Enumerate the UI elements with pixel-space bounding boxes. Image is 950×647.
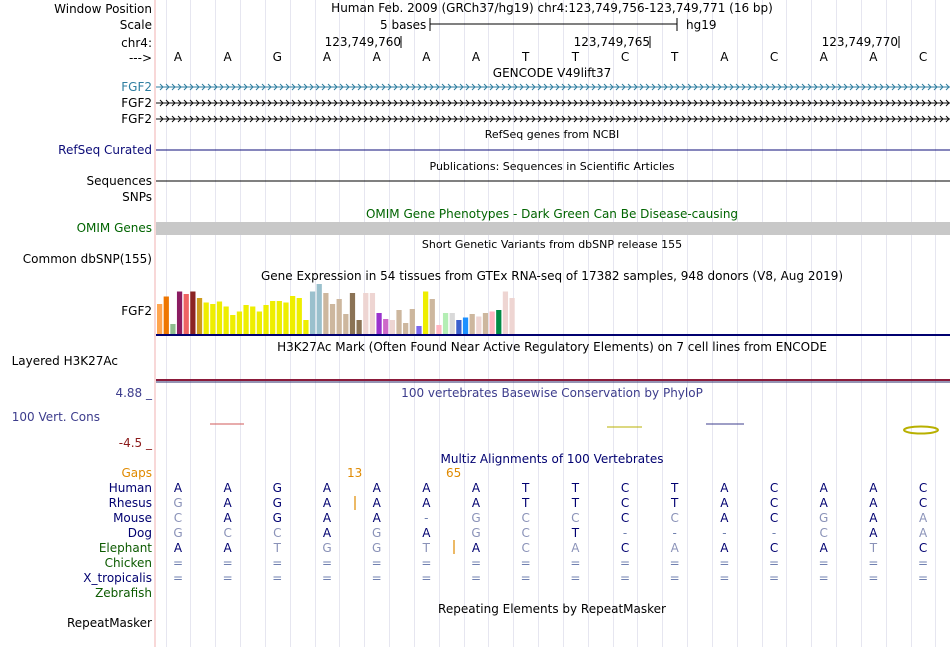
species-label-mouse[interactable]: Mouse: [113, 511, 152, 525]
chrom-label: chr4:: [121, 36, 152, 50]
alignment-base: -: [722, 526, 727, 540]
alignment-base: C: [571, 511, 580, 525]
alignment-base: C: [620, 541, 630, 555]
alignment-base: A: [173, 481, 183, 495]
alignment-base: A: [173, 541, 183, 555]
gtex-tissue-bar: [450, 313, 455, 334]
gencode-gene-label-3[interactable]: FGF2: [121, 112, 152, 126]
alignment-base: A: [571, 541, 580, 555]
alignment-base: C: [223, 526, 232, 540]
alignment-base: =: [272, 571, 283, 585]
alignment-base: T: [522, 496, 530, 510]
h3k27ac-track-title[interactable]: H3K27Ac Mark (Often Found Near Active Regulatory Elements) on 7 cell lines from ENCODE: [277, 340, 827, 354]
alignment-base: A: [322, 511, 332, 525]
gtex-tissue-bar: [370, 293, 375, 334]
alignment-base: A: [819, 481, 828, 495]
alignment-base: C: [273, 526, 282, 540]
alignment-base: A: [372, 496, 381, 510]
refseq-track-title[interactable]: RefSeq genes from NCBI: [484, 128, 620, 141]
alignment-base: C: [173, 511, 183, 525]
ruler-tick-label-3: 123,749,770: [821, 35, 898, 49]
alignment-base: =: [719, 556, 730, 570]
gtex-tissue-bar: [204, 303, 209, 335]
alignment-base: A: [720, 496, 729, 510]
gtex-tissue-bar: [250, 307, 255, 335]
alignment-base: G: [272, 496, 282, 510]
gtex-tissue-bar: [436, 325, 441, 334]
species-label-elephant[interactable]: Elephant: [98, 541, 152, 555]
alignment-base: A: [422, 526, 431, 540]
alignment-base: -: [424, 511, 429, 525]
gtex-tissue-bar: [310, 292, 315, 335]
reference-base: T: [522, 50, 530, 64]
gtex-tissue-bar: [224, 307, 229, 335]
alignment-base: =: [272, 556, 283, 570]
repeatmasker-track-label[interactable]: RepeatMasker: [66, 616, 152, 630]
gencode-gene-label-1[interactable]: FGF2: [121, 80, 152, 94]
refseq-track-label[interactable]: RefSeq Curated: [58, 143, 152, 157]
phylop-min-label: -4.5 _: [118, 436, 152, 450]
gtex-tissue-bar: [463, 318, 468, 335]
gap-count-2: 65: [446, 466, 462, 480]
gencode-track-title[interactable]: GENCODE V49lift37: [492, 66, 612, 80]
alignment-base: A: [720, 481, 729, 495]
alignment-base: T: [571, 481, 580, 495]
reference-base: T: [671, 50, 679, 64]
alignment-base: A: [918, 526, 928, 540]
alignment-base: A: [471, 481, 481, 495]
alignment-base: A: [869, 526, 878, 540]
gtex-tissue-bar: [416, 326, 421, 334]
alignment-base: C: [769, 511, 779, 525]
alignment-base: T: [571, 526, 580, 540]
gtex-tissue-bar: [350, 293, 355, 334]
alignment-base: -: [771, 526, 777, 540]
alignment-base: =: [619, 571, 631, 585]
alignment-base: A: [372, 511, 381, 525]
reference-base: A: [372, 50, 381, 64]
alignment-base: A: [471, 496, 481, 510]
phylop-track-label[interactable]: 100 Vert. Cons: [11, 410, 100, 424]
gtex-tissue-bar: [509, 298, 514, 334]
alignment-base: =: [321, 571, 333, 585]
gtex-tissue-bar: [383, 319, 388, 334]
reference-base: G: [272, 50, 282, 64]
reference-base: A: [223, 50, 232, 64]
alignment-base: =: [818, 571, 829, 585]
species-label-rhesus[interactable]: Rhesus: [108, 496, 152, 510]
alignment-base: =: [918, 556, 929, 570]
assembly-position-text: Human Feb. 2009 (GRCh37/hg19) chr4:123,749,756-123,749,771 (16 bp): [331, 1, 773, 15]
snps-track-label[interactable]: SNPs: [122, 190, 152, 204]
reference-base: A: [819, 50, 828, 64]
gtex-tissue-bar: [430, 299, 435, 334]
species-label-x_tropicalis[interactable]: X_tropicalis: [83, 571, 152, 585]
alignment-base: A: [720, 511, 729, 525]
gtex-tissue-bar: [157, 304, 162, 334]
gtex-tissue-bar: [237, 312, 242, 335]
gtex-tissue-bar: [410, 309, 415, 334]
gtex-track-title[interactable]: Gene Expression in 54 tissues from GTEx RNA-seq of 17382 samples, 948 donors (V8, Aug 2019): [260, 269, 844, 283]
alignment-base: T: [522, 481, 530, 495]
alignment-base: G: [819, 511, 829, 525]
omim-track-label[interactable]: OMIM Genes: [76, 221, 152, 235]
alignment-base: G: [471, 526, 481, 540]
scale-bar-db: hg19: [686, 18, 717, 32]
alignment-base: =: [769, 556, 780, 570]
phylop-cluster-mark: [904, 427, 938, 434]
alignment-base: C: [769, 541, 779, 555]
omim-gene-bar: [156, 222, 950, 235]
alignment-base: A: [322, 481, 332, 495]
gtex-tissue-bar: [390, 320, 395, 334]
alignment-base: A: [819, 541, 828, 555]
phylop-track-title[interactable]: 100 vertebrates Basewise Conservation by PhyloP: [401, 386, 703, 400]
gtex-tissue-bar: [303, 320, 308, 334]
gtex-tissue-bar: [230, 315, 235, 334]
gtex-tissue-bar: [330, 304, 335, 334]
alignment-base: G: [372, 541, 382, 555]
alignment-base: G: [322, 541, 332, 555]
gtex-tissue-bar: [470, 314, 475, 334]
gtex-tissue-bar: [476, 317, 481, 335]
alignment-base: =: [222, 571, 233, 585]
gaps-label: Gaps: [121, 466, 152, 480]
reference-base: A: [471, 50, 481, 64]
alignment-base: A: [471, 541, 481, 555]
alignment-base: =: [520, 556, 531, 570]
alignment-base: =: [470, 556, 482, 570]
alignment-base: A: [422, 496, 431, 510]
alignment-base: =: [570, 571, 581, 585]
alignment-base: C: [918, 541, 928, 555]
gtex-tissue-bar: [290, 296, 295, 334]
alignment-base: =: [669, 571, 680, 585]
alignment-base: C: [620, 496, 630, 510]
gtex-tissue-bar: [323, 293, 328, 334]
alignment-base: A: [223, 541, 232, 555]
alignment-base: =: [918, 571, 929, 585]
alignment-base: A: [819, 496, 828, 510]
repeatmasker-track-title[interactable]: Repeating Elements by RepeatMasker: [438, 602, 666, 616]
gtex-tissue-bar: [210, 304, 215, 334]
alignment-base: G: [173, 496, 183, 510]
dbsnp-track-label[interactable]: Common dbSNP(155): [22, 252, 152, 266]
reference-base: A: [422, 50, 431, 64]
alignment-base: =: [619, 556, 631, 570]
alignment-base: =: [470, 571, 482, 585]
alignment-base: A: [670, 541, 679, 555]
alignment-base: G: [272, 511, 282, 525]
alignment-base: A: [223, 511, 232, 525]
reference-base: A: [173, 50, 183, 64]
alignment-base: =: [868, 571, 879, 585]
alignment-base: A: [918, 511, 928, 525]
alignment-base: =: [719, 571, 730, 585]
alignment-base: C: [819, 526, 828, 540]
alignment-base: C: [670, 511, 679, 525]
species-label-dog[interactable]: Dog: [127, 526, 152, 540]
gtex-tissue-bar: [443, 313, 448, 334]
omim-track-title[interactable]: OMIM Gene Phenotypes - Dark Green Can Be Disease-causing: [365, 207, 739, 221]
strand-label: --->: [128, 51, 152, 65]
gtex-tissue-bar: [503, 292, 508, 335]
gtex-tissue-bar: [184, 294, 189, 334]
alignment-base: T: [273, 541, 281, 555]
gtex-tissue-bar: [283, 303, 288, 335]
gtex-tissue-bar: [483, 313, 488, 334]
reference-base: A: [869, 50, 878, 64]
alignment-base: =: [818, 556, 829, 570]
alignment-base: G: [471, 511, 481, 525]
gtex-tissue-bar: [403, 323, 408, 334]
alignment-base: C: [620, 511, 630, 525]
alignment-base: =: [570, 556, 581, 570]
alignment-base: A: [322, 496, 332, 510]
alignment-base: A: [720, 541, 729, 555]
alignment-base: A: [223, 496, 232, 510]
reference-base: A: [322, 50, 332, 64]
alignment-base: C: [918, 496, 928, 510]
scale-label: Scale: [119, 18, 152, 32]
alignment-base: =: [421, 556, 432, 570]
gtex-tissue-bar: [363, 293, 368, 334]
reference-base: C: [769, 50, 779, 64]
gtex-tissue-bar: [243, 305, 248, 334]
alignment-base: G: [173, 526, 183, 540]
gtex-tissue-bar: [164, 297, 169, 335]
gtex-tissue-bar: [217, 302, 222, 335]
alignment-base: A: [869, 496, 878, 510]
alignment-base: C: [620, 481, 630, 495]
gtex-tissue-bar: [490, 312, 495, 335]
alignment-base: T: [571, 496, 580, 510]
gtex-tissue-bar: [277, 301, 282, 334]
alignment-base: =: [172, 556, 184, 570]
reference-base: A: [720, 50, 729, 64]
alignment-base: =: [172, 571, 184, 585]
alignment-base: A: [869, 511, 878, 525]
gtex-tissue-bar: [263, 305, 268, 334]
gtex-tissue-bar: [190, 292, 195, 335]
gtex-tissue-bar: [197, 298, 202, 334]
alignment-base: C: [521, 541, 530, 555]
alignment-base: C: [918, 481, 928, 495]
multiz-track-title[interactable]: Multiz Alignments of 100 Vertebrates: [440, 452, 664, 466]
gtex-tissue-bar: [170, 324, 175, 334]
gtex-tissue-bar: [423, 292, 428, 335]
gtex-tissue-bar: [496, 310, 501, 334]
alignment-base: =: [868, 556, 879, 570]
dbsnp-track-title[interactable]: Short Genetic Variants from dbSNP release 155: [421, 238, 683, 251]
gtex-tissue-bar: [297, 298, 302, 334]
reference-base: C: [620, 50, 630, 64]
alignment-base: C: [521, 526, 530, 540]
phylop-max-label: 4.88 _: [115, 386, 152, 400]
alignment-base: A: [223, 481, 232, 495]
gtex-tissue-bar: [357, 320, 362, 334]
alignment-base: =: [669, 556, 680, 570]
alignment-base: =: [371, 556, 382, 570]
ruler-tick-label-1: 123,749,760: [324, 35, 401, 49]
gtex-tissue-bar: [343, 314, 348, 334]
gtex-tissue-bar: [177, 292, 182, 335]
alignment-base: G: [272, 481, 282, 495]
alignment-base: -: [672, 526, 677, 540]
gtex-tissue-bar: [257, 312, 262, 335]
alignment-base: =: [520, 571, 531, 585]
alignment-base: T: [869, 541, 878, 555]
sequences-track-label[interactable]: Sequences: [86, 174, 152, 188]
species-label-human[interactable]: Human: [108, 481, 152, 495]
alignment-base: T: [422, 541, 431, 555]
gtex-tissue-bar: [376, 313, 381, 334]
alignment-base: C: [521, 511, 530, 525]
gtex-tissue-bar: [317, 284, 322, 334]
gtex-tissue-bar: [337, 299, 342, 334]
gtex-tissue-bar: [396, 310, 401, 334]
gap-count-1: 13: [347, 466, 363, 480]
reference-base: C: [918, 50, 928, 64]
alignment-base: C: [769, 481, 779, 495]
gencode-gene-label-2[interactable]: FGF2: [121, 96, 152, 110]
gtex-gene-label[interactable]: FGF2: [121, 304, 152, 318]
publications-track-title[interactable]: Publications: Sequences in Scientific Articles: [429, 160, 675, 173]
alignment-base: C: [769, 496, 779, 510]
reference-base: T: [571, 50, 580, 64]
alignment-base: =: [371, 571, 382, 585]
alignment-base: =: [222, 556, 233, 570]
alignment-base: T: [671, 481, 679, 495]
alignment-base: =: [769, 571, 780, 585]
gtex-tissue-bar: [270, 301, 275, 334]
alignment-base: -: [622, 526, 628, 540]
gtex-tissue-bar: [456, 320, 461, 334]
species-label-chicken[interactable]: Chicken: [104, 556, 152, 570]
alignment-base: A: [422, 481, 431, 495]
alignment-base: G: [372, 526, 382, 540]
h3k27ac-track-label[interactable]: Layered H3K27Ac: [11, 354, 118, 368]
alignment-base: T: [671, 496, 679, 510]
alignment-base: A: [869, 481, 878, 495]
scale-bar-text: 5 bases: [380, 18, 427, 32]
alignment-base: =: [321, 556, 333, 570]
window-position-label: Window Position: [54, 2, 152, 16]
alignment-base: A: [322, 526, 332, 540]
ruler-tick-label-2: 123,749,765: [573, 35, 650, 49]
alignment-base: =: [421, 571, 432, 585]
alignment-base: A: [372, 481, 381, 495]
species-label-zebrafish[interactable]: Zebrafish: [95, 586, 152, 600]
